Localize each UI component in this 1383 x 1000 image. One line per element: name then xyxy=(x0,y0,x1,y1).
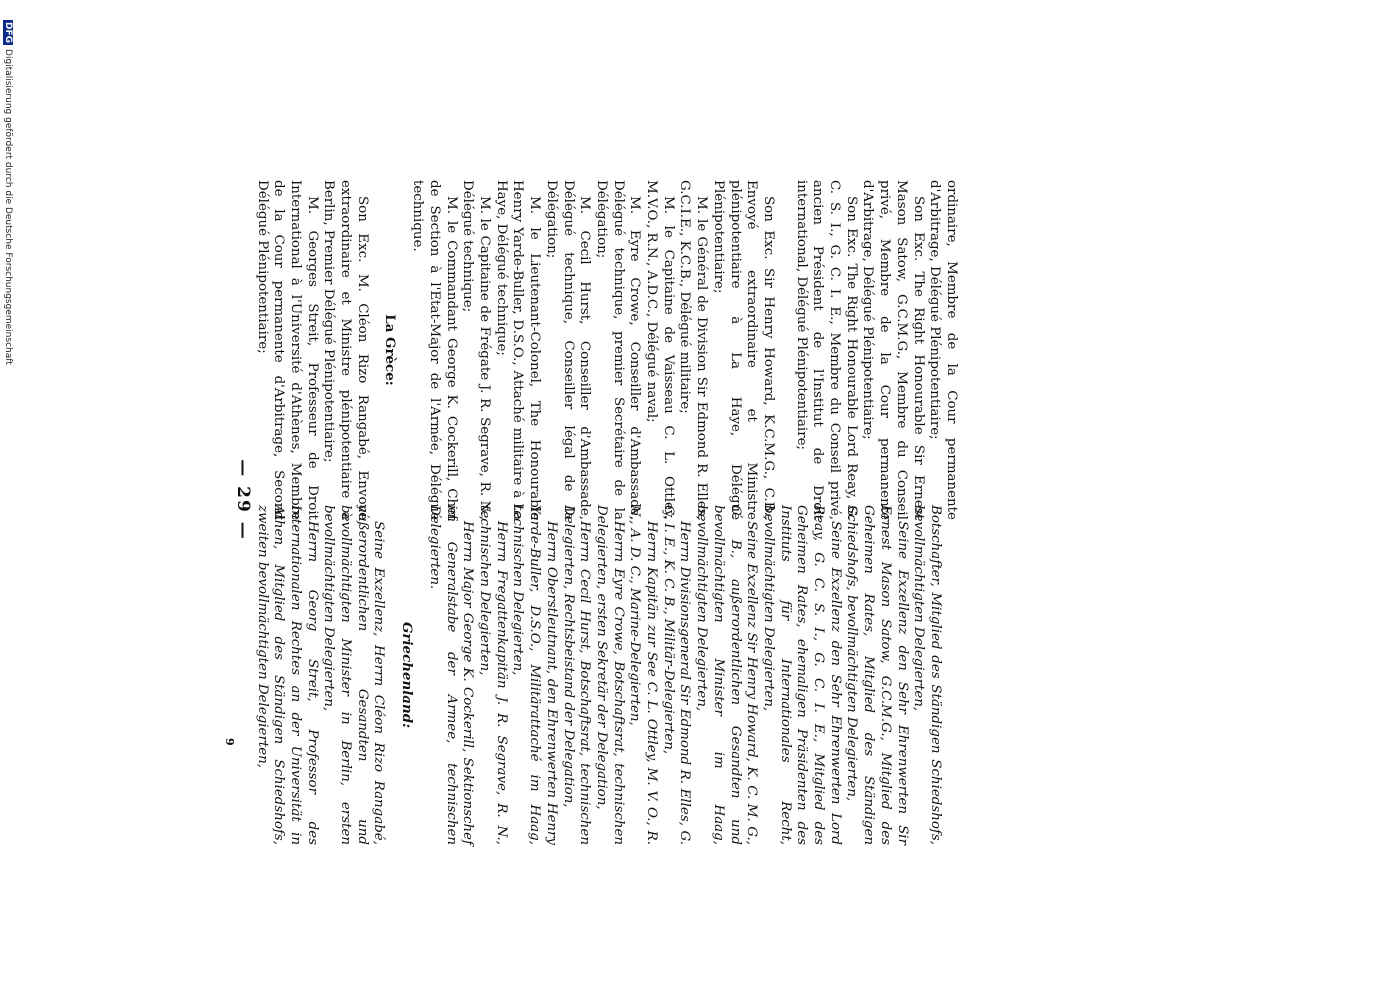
paragraph: Botschafter, Mitglied des Ständigen Schiedshofs, bevollmächtigten Delegierten, xyxy=(911,505,944,845)
paragraph: M. Eyre Crowe, Conseiller d'Ambassade, Délégué technique, premier Secrétaire de la Délégation; xyxy=(594,180,643,520)
page-number: — 29 — xyxy=(233,459,253,541)
paragraph: M. le Lieutenant-Colonel, The Honourable Henry Yarde-Buller, D.S.O., Attaché militaire à La Haye, Délégué technique; xyxy=(493,180,543,520)
paragraph: ordinaire, Membre de la Cour permanente d'Arbitrage, Délégué Plénipotentiaire; xyxy=(927,180,960,520)
paragraph: M. le Commandant George K. Cockerill, Chef de Section à l'Etat-Major de l'Armée, Délégué technique. xyxy=(410,180,459,520)
section-heading: La Grèce: xyxy=(382,314,399,386)
dfg-logo: DFG xyxy=(3,22,13,44)
paragraph: Herrn Kapitän zur See C. L. Ottley, M. V. O., R. N., A. D. C., Marine-Delegierten, xyxy=(627,505,660,845)
paragraph: Herrn Major George K. Cockerill, Sektionschef im Generalstabe der Armee, technischen Delegierten. xyxy=(427,505,476,845)
paragraph: Herrn Eyre Crowe, Botschaftsrat, technischen Delegierten, ersten Sekretär der Delegation, xyxy=(594,505,626,845)
french-column xyxy=(253,180,959,520)
footer-text: Digitalisierung gefördert durch die Deutsche Forschungsgemeinschaft xyxy=(3,49,13,365)
section-heading: Griechenland: xyxy=(399,621,416,729)
paragraph: M. le Capitaine de Frégate J. R. Segrave, R. N., Délégué technique; xyxy=(460,180,493,520)
german-column xyxy=(253,505,943,845)
paragraph: Seine Exzellenz Sir Henry Howard, K. C. M. G., C. B., außerordentlichen Gesandten und bevollmächtigten Minister im Haag, bevollmächtigten Delegierten, xyxy=(694,505,760,845)
paragraph: Seine Exzellenz, Herrn Cléon Rizo Rangabé, außerordentlichen Gesandten und bevollmächtigten Minister in Berlin, ersten bevollmächtigten Delegierten, xyxy=(321,505,387,845)
paragraph: Son Exc. The Right Honourable Sir Ernest Mason Satow, G.C.M.G., Membre du Conseil privé, Membre de la Cour permanente d'Arbitrage, Délégué Plénipotentiaire; xyxy=(860,180,926,520)
paragraph: Seine Exzellenz den Sehr Ehrenwerten Lord Reay, G. C. S. I., G. C. I. E., Mitglied des Geheimen Rates, ehemaligen Präsidenten des Instituts für Internationales Recht, bevollmächtigten Delegierten, xyxy=(761,505,843,845)
paragraph: Herrn Oberstleutnant, den Ehrenwerten Henry Yarde-Buller, D.S.O., Militärattaché im Haag, technischen Delegierten, xyxy=(510,505,559,845)
digitization-footer xyxy=(3,20,13,980)
paragraph: Son Exc. M. Cléon Rizo Rangabé, Envoyé extraordinaire et Ministre plénipotentiaire à Berlin, Premier Délégué Plénipotentiaire; xyxy=(321,180,370,520)
paragraph: M. Cecil Hurst, Conseiller d'Ambassade, Délégué technique, Conseiller légal de la Délégation; xyxy=(543,180,593,520)
paragraph: Herrn Fregattenkapitän J. R. Segrave, R. N., technischen Delegierten, xyxy=(477,505,509,845)
paragraph: M. le Capitaine de Vaisseau C. L. Ottley, M.V.O., R.N., A.D.C., Délégué naval; xyxy=(644,180,676,520)
paragraph: Son Exc. Sir Henry Howard, K.C.M.G., C.B., Envoyé extraordinaire et Ministre plénipotentiaire à La Haye, Délégué Plénipotentiaire; xyxy=(710,180,777,520)
paragraph: Seine Exzellenz den Sehr Ehrenwerten Sir Ernest Mason Satow, G.C.M.G., Mitglied des Geheimen Rates, Mitglied des Ständigen Schiedshofs, bevollmächtigten Delegierten, xyxy=(844,505,910,845)
paragraph: M. le Général de Division Sir Edmond R. Elles, G.C.I.E., K.C.B., Délégué militaire; xyxy=(677,180,710,520)
paragraph: Herrn Cecil Hurst, Botschaftsrat, technischen Delegierten, Rechtsbeistand der Delegation, xyxy=(560,505,593,845)
paragraph: Herrn Georg Streit, Professor des Internationalen Rechtes an der Universität in Athen, Mitglied des Ständigen Schiedshofs, zweiten bevollmächtigten Delegierten, xyxy=(254,505,320,845)
paragraph: M. Georges Streit, Professeur de Droit International à l'Université d'Athènes, Membre de la Cour permanente d'Arbitrage, Second Délégué Plénipotentiaire; xyxy=(254,180,320,520)
signature-mark: 9 xyxy=(223,738,236,746)
paragraph: Son Exc. The Right Honourable Lord Reay, G. C. S. I., G. C. I. E., Membre du Conseil privé, ancien Président de l'Institut de Droit international, Délégué Plénipotentiaire; xyxy=(793,180,859,520)
paragraph: Herrn Divisionsgeneral Sir Edmond R. Elles, G. C. I. E., K. C. B., Militär-Delegierten, xyxy=(660,505,693,845)
